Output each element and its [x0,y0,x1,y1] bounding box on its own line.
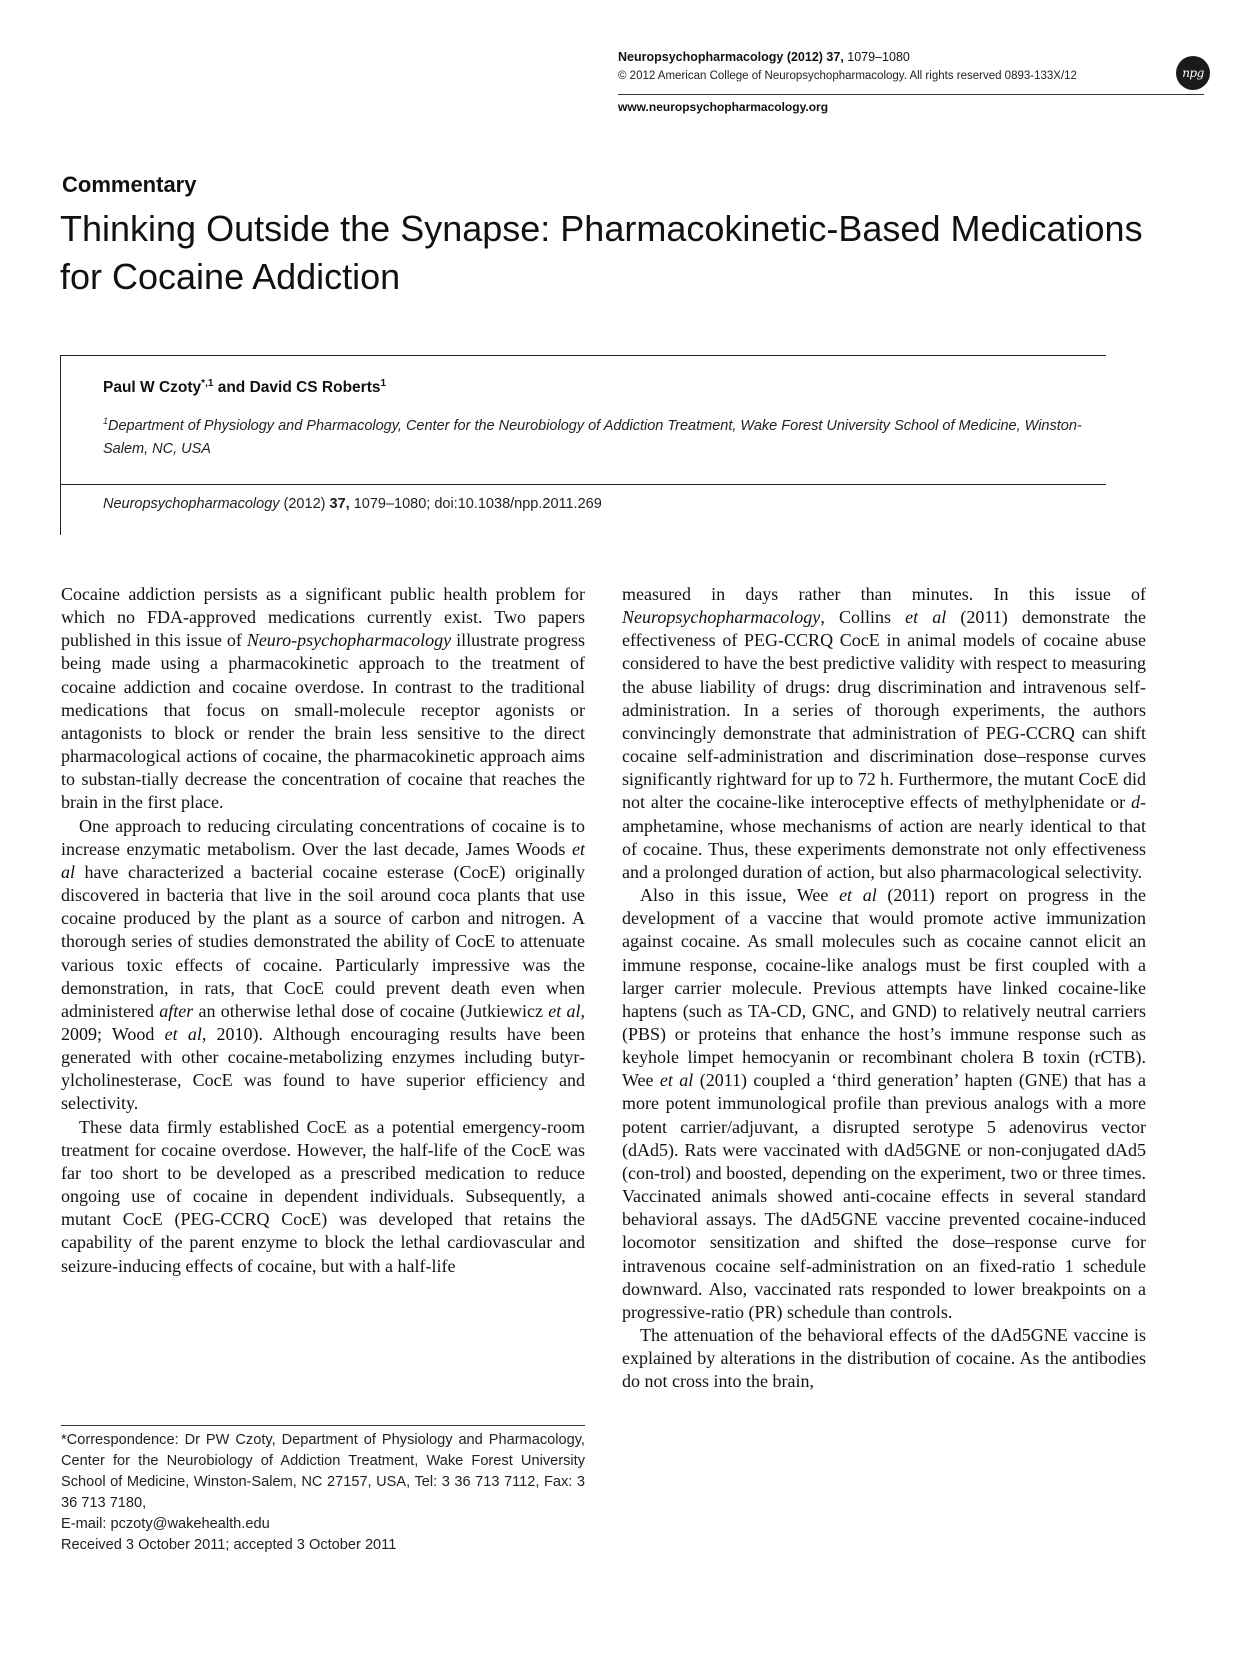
journal-year-volume: (2012) 37, [786,50,844,64]
body-paragraph: Cocaine addiction persists as a significant public health problem for which no FDA-approved medications currently exist. Two papers published in this issue of Neuro-psychopharmacology illustrate progress being made using a pharmacokinetic approach to the treatment of cocaine addiction and cocaine overdose. In contrast to the traditional medications that focus on small-molecule receptor agonists or antagonists to block or render the brain less sensitive to the direct pharmacological actions of cocaine, the pharmacokinetic approach aims to substan-tially decrease the concentration of cocaine that reaches the brain in the first place. [61,584,585,813]
author-name: Paul W Czoty [103,379,202,397]
affiliation-text: Department of Physiology and Pharmacology, Center for the Neurobiology of Addiction Treatment, Wake Forest University School of Medicine, Winston-Salem, NC, USA [103,417,1082,457]
citation-year: (2012) [279,496,330,512]
journal-citation-line [618,48,1208,67]
body-paragraph: Also in this issue, Wee et al (2011) report on progress in the development of a vaccine that would promote active immunization against cocaine. As small molecules such as cocaine cannot elicit an immune response, cocaine-like analogs must be first coupled with a larger carrier molecule. Previous attempts have linked cocaine-like haptens (such as TA-CD, GNC, and GND) to relatively neutral carriers (PBS) or proteins that enhance the host’s immune response such as keyhole limpet hemocyanin or recombinant cholera B toxin (rCTB). Wee et al (2011) coupled a ‘third generation’ hapten (GNE) that has a more potent immunological profile than previous analogs with a more potent carrier/adjuvant, a disrupted serotype 5 adenovirus vector (dAd5). Rats were vaccinated with dAd5GNE or non-conjugated dAd5 (con-trol) and boosted, depending on the experiment, two or three times. Vaccinated animals showed anti-cocaine effects in several standard behavioral assays. The dAd5GNE vaccine prevented cocaine-induced locomotor sensitization and shifted the dose–response curve for intravenous cocaine self-administration on an fixed-ratio 1 schedule downward. Also, vaccinated rats responded to lower breakpoints on a progressive-ratio (PR) schedule than controls. [622,885,1147,1322]
article-citation [103,496,602,512]
citation-volume: 37, [329,496,350,512]
body-paragraph: One approach to reducing circulating concentrations of cocaine is to increase enzymatic metabolism. Over the last decade, James Woods et al have characterized a bacterial cocaine esterase (CocE) originally discovered in bacteria that live in the soil around coca plants that use cocaine produced by the plant as a source of carbon and nitrogen. A thorough series of studies demonstrated the ability of CocE to attenuate various toxic effects of cocaine. Particularly impressive was the demonstration, in rats, that CocE could prevent death even when administered after an otherwise lethal dose of cocaine (Jutkiewicz et al, 2009; Wood et al, 2010). Although encouraging results have been generated with other cocaine-metabolizing enzymes including butyr-ylcholinesterase, CocE was found to have superior efficiency and selectivity. [61,815,585,1114]
running-header [618,48,1208,86]
citation-pages-doi: 1079–1080; doi:10.1038/npp.2011.269 [349,496,602,512]
correspondence-footnote [61,1430,585,1556]
header-divider [618,94,1204,95]
affiliation [103,410,1108,461]
author-box-top-rule [60,355,1106,356]
author-box-left-rule [60,355,61,535]
journal-website-link[interactable]: www.neuropsychopharmacology.org [618,100,829,114]
journal-pages: 1079–1080 [847,50,910,64]
affiliation-mark: 1 [103,416,109,426]
body-paragraph: The attenuation of the behavioral effects of the dAd5GNE vaccine is explained by alterations in the distribution of cocaine. As the antibodies do not cross into the brain, [622,1325,1146,1392]
author-name: David CS Roberts [249,379,381,397]
footnote-divider [61,1425,585,1426]
author-joiner: and [213,379,250,397]
received-dates: Received 3 October 2011; accepted 3 October 2011 [61,1537,397,1553]
author-box-divider [60,484,1106,485]
author-list [103,378,386,397]
body-column-left [61,583,585,1278]
copyright-notice: © 2012 American College of Neuropsychopharmacology. All rights reserved 0893-133X/12 [618,70,1077,82]
article-type-label: Commentary [62,172,197,197]
correspondence-text: *Correspondence: Dr PW Czoty, Department of Physiology and Pharmacology, Center for the Neurobiology of Addiction Treatment, Wake Forest University School of Medicine, Winston-Salem, NC 27157, USA, Tel: 3 36 713 7112, Fax: 3 36 713 7180, [61,1432,585,1511]
journal-name: Neuropsychopharmacology [618,50,784,64]
author-affiliation-mark: *,1 [201,378,214,389]
npg-logo-icon: npg [1176,56,1210,90]
citation-journal: Neuropsychopharmacology [103,496,280,512]
correspondence-email[interactable]: E-mail: pczoty@wakehealth.edu [61,1516,270,1532]
body-paragraph: measured in days rather than minutes. In this issue of Neuropsychopharmacology, Collins et al (2011) demonstrate the effectiveness of PEG-CCRQ CocE in animal models of cocaine abuse considered to have the best predictive validity with respect to measuring the abuse liability of drugs: drug discrimination and intravenous self-administration. In a series of thorough experiments, the authors convincingly demonstrate that administration of PEG-CCRQ can shift cocaine self-administration and discrimination dose–response curves significantly rightward for up to 72 h. Furthermore, the mutant CocE did not alter the cocaine-like interoceptive effects of methylphenidate or d-amphetamine, whose mechanisms of action are nearly identical to that of cocaine. Thus, these experiments demonstrate not only effectiveness and a prolonged duration of action, but also pharmacological selectivity. [622,584,1146,882]
body-paragraph: These data firmly established CocE as a potential emergency-room treatment for cocaine overdose. However, the half-life of the CocE was far too short to be developed as a prescribed medication to reduce ongoing use of cocaine in dependent individuals. Subsequently, a mutant CocE (PEG-CCRQ CocE) was developed that retains the capability of the parent enzyme to block the lethal cardiovascular and seizure-inducing effects of cocaine, but with a half-life [61,1116,585,1276]
article-title: Thinking Outside the Synapse: Pharmacokinetic-Based Medications for Cocaine Addiction [60,208,1143,297]
author-affiliation-mark: 1 [380,378,387,389]
body-column-right [622,583,1146,1393]
